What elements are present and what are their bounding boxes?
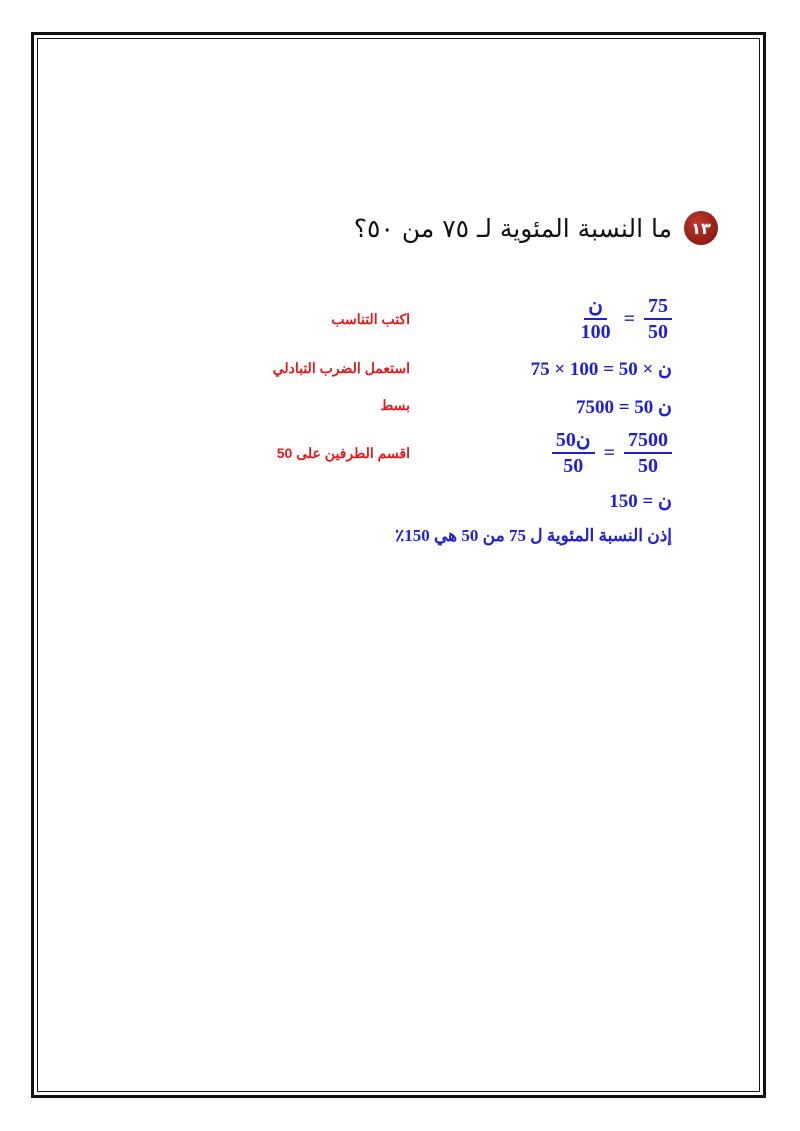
fraction-numerator: 50ن [552, 428, 595, 454]
fraction-left [552, 428, 595, 478]
step-2-equation: 75 × 100 = 50 × ن [530, 359, 672, 380]
page-border-inner [37, 38, 760, 1092]
fraction-right [624, 428, 672, 478]
fraction-numerator: 7500 [624, 428, 672, 454]
fraction-denominator: 50 [563, 455, 584, 477]
fraction-numerator: ن [584, 294, 607, 320]
conclusion-text: إذن النسبة المئوية ل 75 من 50 هي 150٪ [395, 526, 672, 545]
fraction-numerator: 75 [644, 294, 672, 320]
step-3-note: بسط [380, 397, 410, 413]
fraction-right [644, 294, 672, 344]
step-1-note: اكتب التناسب [331, 311, 410, 327]
step-4-equation [552, 428, 672, 478]
question-number-badge: ١٣ [684, 211, 718, 245]
step-5-equation: 150 = ن [609, 491, 672, 512]
question-header [354, 208, 718, 248]
fraction-left [577, 294, 615, 344]
step-4-note: اقسم الطرفين على 50 [276, 445, 410, 461]
fraction-denominator: 50 [638, 455, 658, 477]
question-text: ما النسبة المئوية لـ ٧٥ من ٥٠؟ [353, 213, 672, 243]
fraction-denominator: 100 [580, 321, 611, 343]
step-2-note: استعمل الضرب التبادلي [272, 360, 410, 376]
equals-sign: = [603, 441, 615, 464]
step-3-equation: 7500 = 50 ن [575, 397, 672, 418]
step-1-equation [577, 294, 672, 344]
equals-sign: = [623, 307, 635, 330]
fraction-denominator: 50 [648, 321, 668, 343]
